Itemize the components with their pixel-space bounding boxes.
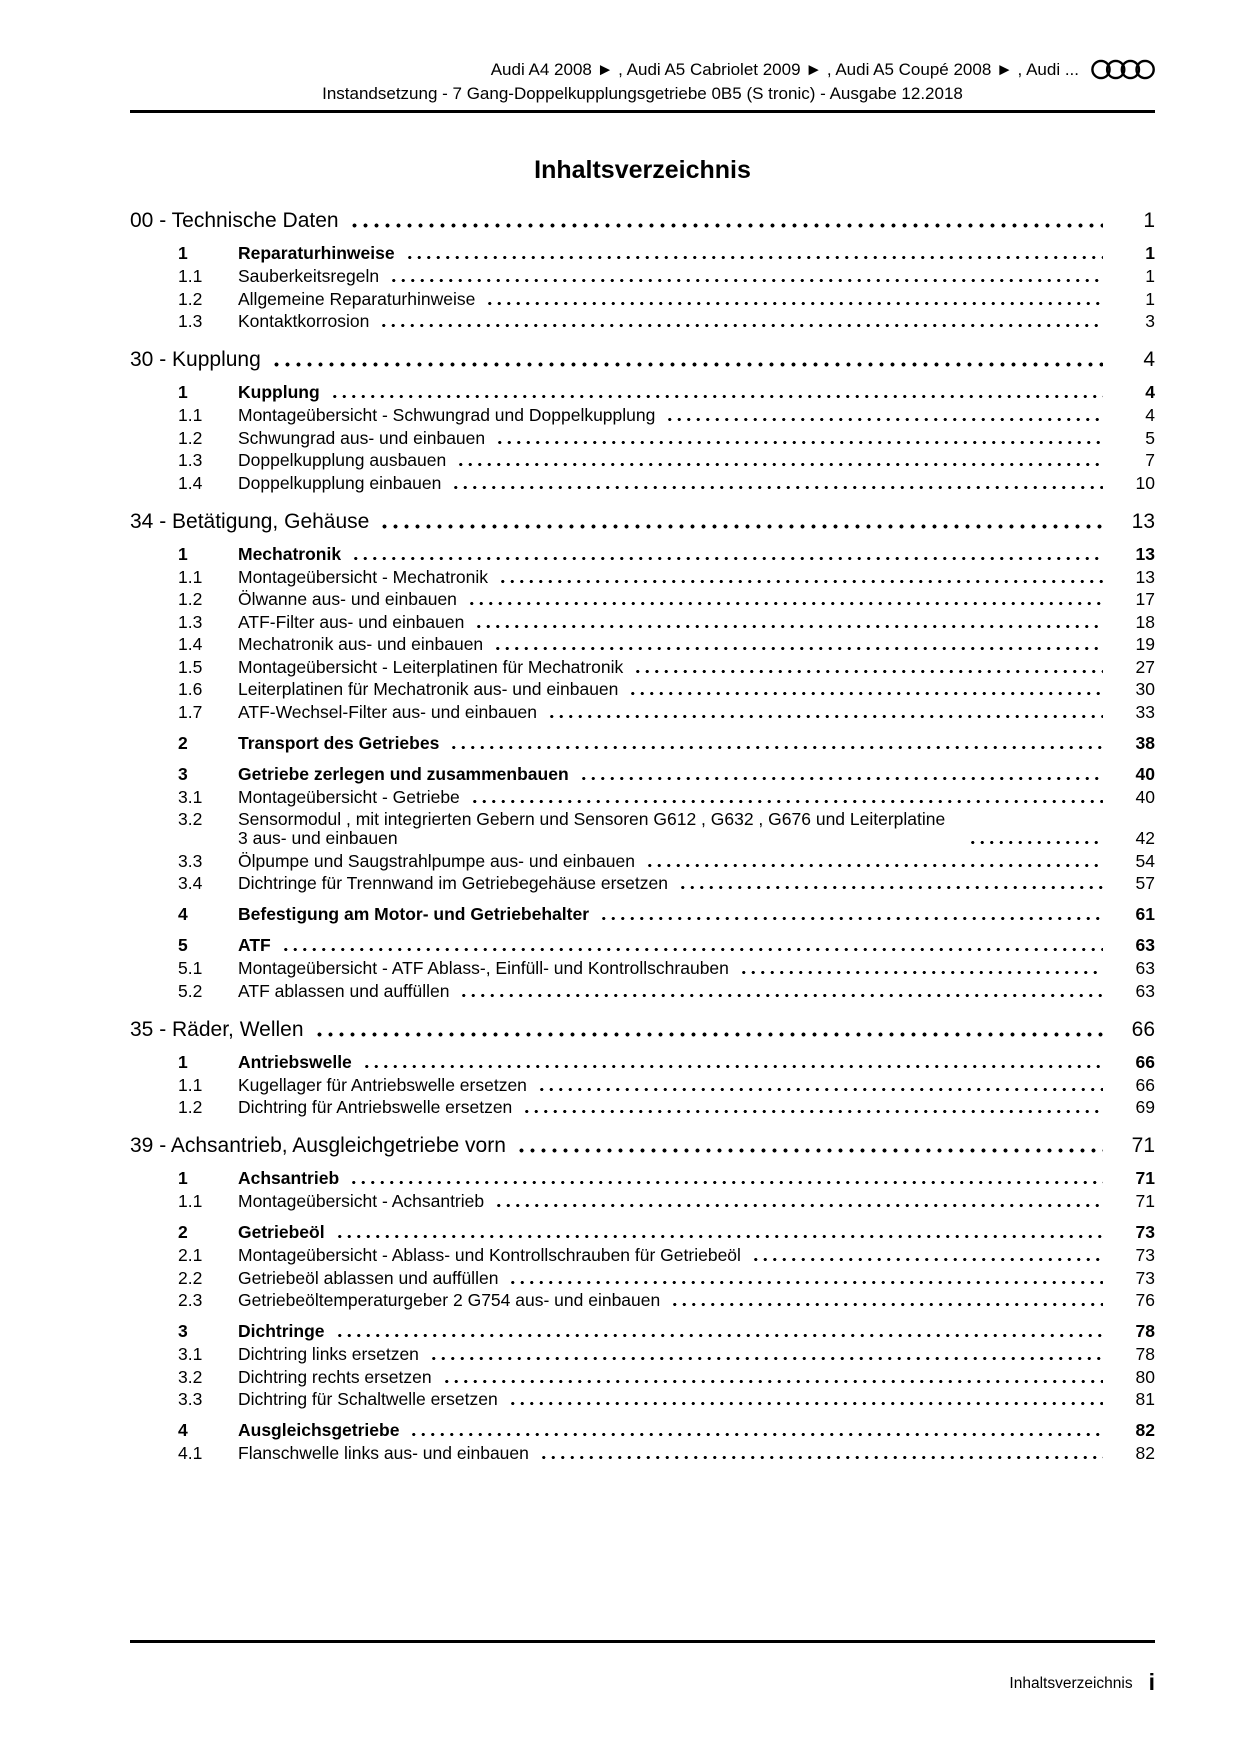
dot-leader [547, 714, 1103, 719]
dot-leader [498, 579, 1103, 584]
dot-leader [330, 394, 1103, 399]
entry-page-number: 4 [1145, 382, 1155, 402]
entry-page-number: 73 [1135, 1267, 1155, 1288]
entry-page-number: 73 [1135, 1222, 1155, 1242]
toc-entry [130, 1098, 1155, 1117]
dot-leader [379, 323, 1103, 328]
entry-number: 2.3 [178, 1290, 203, 1310]
dot-leader [539, 1455, 1103, 1460]
entry-page-number: 78 [1135, 1321, 1155, 1341]
entry-page-number: 1 [1145, 266, 1155, 286]
dot-leader [579, 776, 1103, 781]
entry-page-number: 71 [1135, 1168, 1155, 1188]
toc-entry [130, 1053, 1155, 1072]
entry-number: 1 [178, 382, 188, 402]
toc-entry [130, 680, 1155, 699]
entry-number: 2.2 [178, 1267, 203, 1288]
entry-number: 1.6 [178, 679, 203, 699]
toc-entry [130, 874, 1155, 893]
dot-leader [645, 863, 1103, 868]
entry-number: 1.4 [178, 472, 203, 493]
entry-title: Montageübersicht - Mechatronik [238, 566, 488, 587]
entry-title: Getriebeöl ablassen und auffüllen [238, 1267, 499, 1288]
toc-entry [130, 1368, 1155, 1387]
section-title: 39 - Achsantrieb, Ausgleichgetriebe vorn [130, 1134, 506, 1157]
dot-leader [485, 301, 1103, 306]
entry-page-number: 38 [1135, 732, 1155, 753]
entry-title: Befestigung am Motor- und Getriebehalter [238, 904, 589, 924]
entry-page-number: 1 [1145, 288, 1155, 309]
entry-number: 3.1 [178, 786, 203, 807]
toc-entry [130, 1444, 1155, 1463]
entry-title: Sauberkeitsregeln [238, 266, 380, 286]
dot-leader [379, 524, 1103, 529]
entry-title: Dichtringe für Trennwand im Getriebegehäuse ersetzen [238, 873, 668, 893]
dot-leader [508, 1280, 1103, 1285]
entry-number: 1 [178, 543, 188, 564]
entry-title: Achsantrieb [238, 1168, 340, 1188]
table-of-contents [130, 209, 1155, 1463]
entry-page-number: 13 [1135, 543, 1155, 564]
entry-page-number: 82 [1135, 1443, 1155, 1463]
dot-leader [599, 916, 1103, 921]
entry-number: 5.2 [178, 980, 203, 1001]
entry-title: Montageübersicht - ATF Ablass-, Einfüll- und Kontrollschrauben [238, 958, 729, 978]
toc-entry [130, 383, 1155, 402]
dot-leader [968, 840, 1103, 845]
header-models-text: Audi A4 2008 ► , Audi A5 Cabriolet 2009 ► , Audi A5 Coupé 2008 ► , Audi ... [490, 59, 1079, 79]
dot-leader [508, 1401, 1103, 1406]
toc-entry [130, 959, 1155, 978]
entry-number: 3.3 [178, 1389, 203, 1409]
entry-page-number: 33 [1135, 701, 1155, 722]
toc-entry [130, 474, 1155, 493]
dot-leader [335, 1333, 1103, 1338]
entry-number: 1.7 [178, 701, 203, 722]
section-title: 30 - Kupplung [130, 348, 261, 371]
entry-page-number: 10 [1135, 472, 1155, 493]
toc-entry [130, 1192, 1155, 1211]
dot-leader [494, 1203, 1103, 1208]
entry-page-number: 69 [1135, 1097, 1155, 1117]
section-page-number: 4 [1143, 348, 1155, 371]
entry-title: Getriebeöltemperaturgeber 2 G754 aus- und einbauen [238, 1290, 661, 1310]
toc-entry [130, 590, 1155, 609]
dot-leader [470, 799, 1103, 804]
toc-entry [130, 936, 1155, 955]
dot-leader [522, 1109, 1103, 1114]
entry-title: Sensormodul , mit integrierten Gebern und Sensoren G612 , G632 , G676 und Leiterplatine 3 aus- und einbauen [238, 809, 946, 848]
dot-leader [281, 947, 1103, 952]
section-page-number: 71 [1131, 1134, 1155, 1157]
toc-section-heading [130, 348, 1155, 371]
toc-entry [130, 1345, 1155, 1364]
entry-number: 3 [178, 763, 188, 784]
entry-title: Getriebe zerlegen und zusammenbauen [238, 763, 569, 784]
toc-entry [130, 905, 1155, 924]
section-title: 00 - Technische Daten [130, 209, 339, 232]
entry-title: Dichtring links ersetzen [238, 1344, 419, 1364]
entry-number: 1 [178, 1051, 188, 1072]
toc-entry [130, 429, 1155, 448]
toc-entry [130, 765, 1155, 784]
dot-leader [670, 1302, 1103, 1307]
dot-leader [362, 1064, 1103, 1069]
entry-number: 3.2 [178, 809, 203, 829]
entry-page-number: 3 [1145, 311, 1155, 331]
entry-page-number: 63 [1135, 958, 1155, 978]
document-footer [130, 1634, 1155, 1695]
entry-title: Montageübersicht - Getriebe [238, 786, 460, 807]
toc-entry [130, 1291, 1155, 1310]
entry-title: Ölpumpe und Saugstrahlpumpe aus- und einbauen [238, 850, 635, 871]
dot-leader [271, 362, 1103, 367]
toc-entry [130, 1223, 1155, 1242]
dot-leader [516, 1148, 1103, 1153]
entry-title: Ausgleichsgetriebe [238, 1420, 400, 1440]
header-models-row [130, 58, 1155, 81]
dot-leader [349, 1180, 1103, 1185]
entry-number: 1.2 [178, 427, 203, 448]
dot-leader [405, 255, 1103, 260]
footer-page-number: i [1148, 1669, 1155, 1695]
toc-entry [130, 613, 1155, 632]
toc-entry [130, 1390, 1155, 1409]
section-title: 35 - Räder, Wellen [130, 1017, 304, 1041]
entry-title: Antriebswelle [238, 1051, 352, 1072]
document-page [130, 0, 1155, 1754]
entry-number: 3.1 [178, 1344, 203, 1364]
toc-entry [130, 734, 1155, 753]
entry-title: Doppelkupplung ausbauen [238, 450, 447, 470]
entry-page-number: 57 [1135, 873, 1155, 893]
entry-title: Kugellager für Antriebswelle ersetzen [238, 1074, 527, 1095]
entry-number: 1.1 [178, 266, 203, 286]
entry-number: 3.4 [178, 873, 203, 893]
dot-leader [628, 691, 1103, 696]
footer-label: Inhaltsverzeichnis [1009, 1675, 1133, 1692]
entry-number: 1 [178, 243, 188, 263]
entry-number: 5.1 [178, 958, 203, 978]
dot-leader [349, 223, 1103, 228]
entry-page-number: 4 [1145, 405, 1155, 425]
footer-divider [130, 1640, 1155, 1643]
entry-number: 5 [178, 935, 188, 955]
entry-page-number: 7 [1145, 450, 1155, 470]
entry-title: Getriebeöl [238, 1222, 325, 1242]
entry-page-number: 5 [1145, 427, 1155, 448]
entry-title: Dichtring für Antriebswelle ersetzen [238, 1097, 513, 1117]
entry-title: Kupplung [238, 382, 320, 402]
entry-number: 1.3 [178, 611, 203, 632]
dot-leader [467, 601, 1103, 606]
entry-page-number: 13 [1135, 566, 1155, 587]
toc-entry [130, 788, 1155, 807]
entry-page-number: 82 [1135, 1420, 1155, 1440]
entry-title: Montageübersicht - Schwungrad und Doppelkupplung [238, 405, 656, 425]
entry-number: 1.3 [178, 311, 203, 331]
entry-title: Dichtringe [238, 1321, 325, 1341]
entry-number: 1.1 [178, 1191, 203, 1211]
toc-entry [130, 451, 1155, 470]
toc-entry [130, 545, 1155, 564]
toc-entry [130, 568, 1155, 587]
entry-page-number: 27 [1135, 656, 1155, 677]
entry-title: Transport des Getriebes [238, 732, 440, 753]
entry-page-number: 30 [1135, 679, 1155, 699]
entry-title: Montageübersicht - Ablass- und Kontrollschrauben für Getriebeöl [238, 1245, 741, 1265]
entry-title: ATF-Filter aus- und einbauen [238, 611, 465, 632]
dot-leader [389, 278, 1103, 283]
entry-title: Schwungrad aus- und einbauen [238, 427, 486, 448]
entry-page-number: 18 [1135, 611, 1155, 632]
entry-page-number: 76 [1135, 1290, 1155, 1310]
entry-title: Flanschwelle links aus- und einbauen [238, 1443, 529, 1463]
dot-leader [633, 669, 1103, 674]
entry-title: ATF-Wechsel-Filter aus- und einbauen [238, 701, 537, 722]
entry-title: Dichtring für Schaltwelle ersetzen [238, 1389, 498, 1409]
entry-title: Ölwanne aus- und einbauen [238, 589, 457, 609]
toc-entry [130, 312, 1155, 331]
toc-section-heading [130, 1018, 1155, 1041]
toc-entry [130, 406, 1155, 425]
entry-number: 1 [178, 1168, 188, 1188]
dot-leader [678, 885, 1103, 890]
toc-entry [130, 1076, 1155, 1095]
toc-entry [130, 703, 1155, 722]
document-header [130, 0, 1155, 113]
toc-section-heading [130, 209, 1155, 232]
entry-page-number: 40 [1135, 786, 1155, 807]
page-title: Inhaltsverzeichnis [534, 156, 751, 184]
dot-leader [314, 1032, 1103, 1037]
entry-number: 1.1 [178, 1074, 203, 1095]
entry-number: 1.2 [178, 589, 203, 609]
entry-number: 3.2 [178, 1366, 203, 1387]
dot-leader [751, 1257, 1103, 1262]
entry-title: Doppelkupplung einbauen [238, 472, 442, 493]
dot-leader [456, 462, 1103, 467]
toc-section-heading [130, 510, 1155, 533]
toc-entry [130, 267, 1155, 286]
dot-leader [351, 556, 1103, 561]
dot-leader [409, 1432, 1103, 1437]
header-subtitle-text: Instandsetzung - 7 Gang-Doppelkupplungsgetriebe 0B5 (S tronic) - Ausgabe 12.2018 [322, 84, 963, 103]
dot-leader [739, 970, 1103, 975]
audi-rings-icon [1091, 58, 1155, 81]
dot-leader [442, 1379, 1103, 1384]
toc-entry [130, 982, 1155, 1001]
entry-number: 1.3 [178, 450, 203, 470]
dot-leader [495, 440, 1103, 445]
toc-entry [130, 658, 1155, 677]
entry-title: ATF [238, 935, 271, 955]
entry-number: 1.1 [178, 405, 203, 425]
entry-page-number: 66 [1135, 1074, 1155, 1095]
toc-entry [130, 1322, 1155, 1341]
entry-title: ATF ablassen und auffüllen [238, 980, 450, 1001]
toc-entry [130, 1421, 1155, 1440]
toc-entry [130, 290, 1155, 309]
dot-leader [474, 624, 1103, 629]
entry-page-number: 73 [1135, 1245, 1155, 1265]
entry-number: 1.1 [178, 566, 203, 587]
dot-leader [429, 1356, 1103, 1361]
entry-number: 4 [178, 904, 188, 924]
toc-entry [130, 852, 1155, 871]
entry-page-number: 63 [1135, 935, 1155, 955]
dot-leader [449, 745, 1103, 750]
entry-page-number: 40 [1135, 763, 1155, 784]
entry-number: 3 [178, 1321, 188, 1341]
entry-title: Reparaturhinweise [238, 243, 395, 263]
entry-page-number: 81 [1135, 1389, 1155, 1409]
dot-leader [451, 485, 1103, 490]
entry-page-number: 1 [1145, 243, 1155, 263]
dot-leader [537, 1087, 1103, 1092]
section-page-number: 1 [1143, 209, 1155, 232]
footer-row [130, 1669, 1155, 1695]
toc-entry [130, 244, 1155, 263]
entry-page-number: 42 [1135, 828, 1155, 848]
entry-number: 2 [178, 1222, 188, 1242]
entry-page-number: 66 [1135, 1051, 1155, 1072]
entry-page-number: 61 [1135, 904, 1155, 924]
dot-leader [459, 993, 1103, 998]
entry-number: 1.2 [178, 288, 203, 309]
entry-number: 1.4 [178, 634, 203, 654]
toc-section-heading [130, 1134, 1155, 1157]
toc-entry [130, 1246, 1155, 1265]
entry-number: 2 [178, 732, 188, 753]
entry-title: Leiterplatinen für Mechatronik aus- und einbauen [238, 679, 619, 699]
toc-entry [130, 810, 1155, 848]
toc-entry [130, 635, 1155, 654]
entry-title: Montageübersicht - Achsantrieb [238, 1191, 485, 1211]
dot-leader [335, 1234, 1103, 1239]
entry-page-number: 78 [1135, 1344, 1155, 1364]
entry-number: 4 [178, 1420, 188, 1440]
entry-page-number: 17 [1135, 589, 1155, 609]
dot-leader [493, 646, 1103, 651]
entry-number: 3.3 [178, 850, 203, 871]
section-page-number: 13 [1131, 509, 1155, 533]
toc-entry [130, 1169, 1155, 1188]
section-page-number: 66 [1131, 1017, 1155, 1041]
entry-page-number: 71 [1135, 1191, 1155, 1211]
entry-number: 1.5 [178, 656, 203, 677]
entry-title: Dichtring rechts ersetzen [238, 1366, 432, 1387]
dot-leader [665, 417, 1103, 422]
toc-entry [130, 1269, 1155, 1288]
entry-page-number: 54 [1135, 850, 1155, 871]
entry-title: Mechatronik aus- und einbauen [238, 634, 484, 654]
entry-page-number: 19 [1135, 634, 1155, 654]
entry-title: Kontaktkorrosion [238, 311, 370, 331]
entry-page-number: 63 [1135, 980, 1155, 1001]
entry-number: 1.2 [178, 1097, 203, 1117]
entry-page-number: 80 [1135, 1366, 1155, 1387]
entry-title: Mechatronik [238, 543, 342, 564]
section-title: 34 - Betätigung, Gehäuse [130, 509, 370, 533]
entry-title: Montageübersicht - Leiterplatinen für Mechatronik [238, 656, 624, 677]
entry-number: 4.1 [178, 1443, 203, 1463]
entry-title: Allgemeine Reparaturhinweise [238, 288, 476, 309]
header-divider [130, 110, 1155, 113]
entry-number: 2.1 [178, 1245, 203, 1265]
